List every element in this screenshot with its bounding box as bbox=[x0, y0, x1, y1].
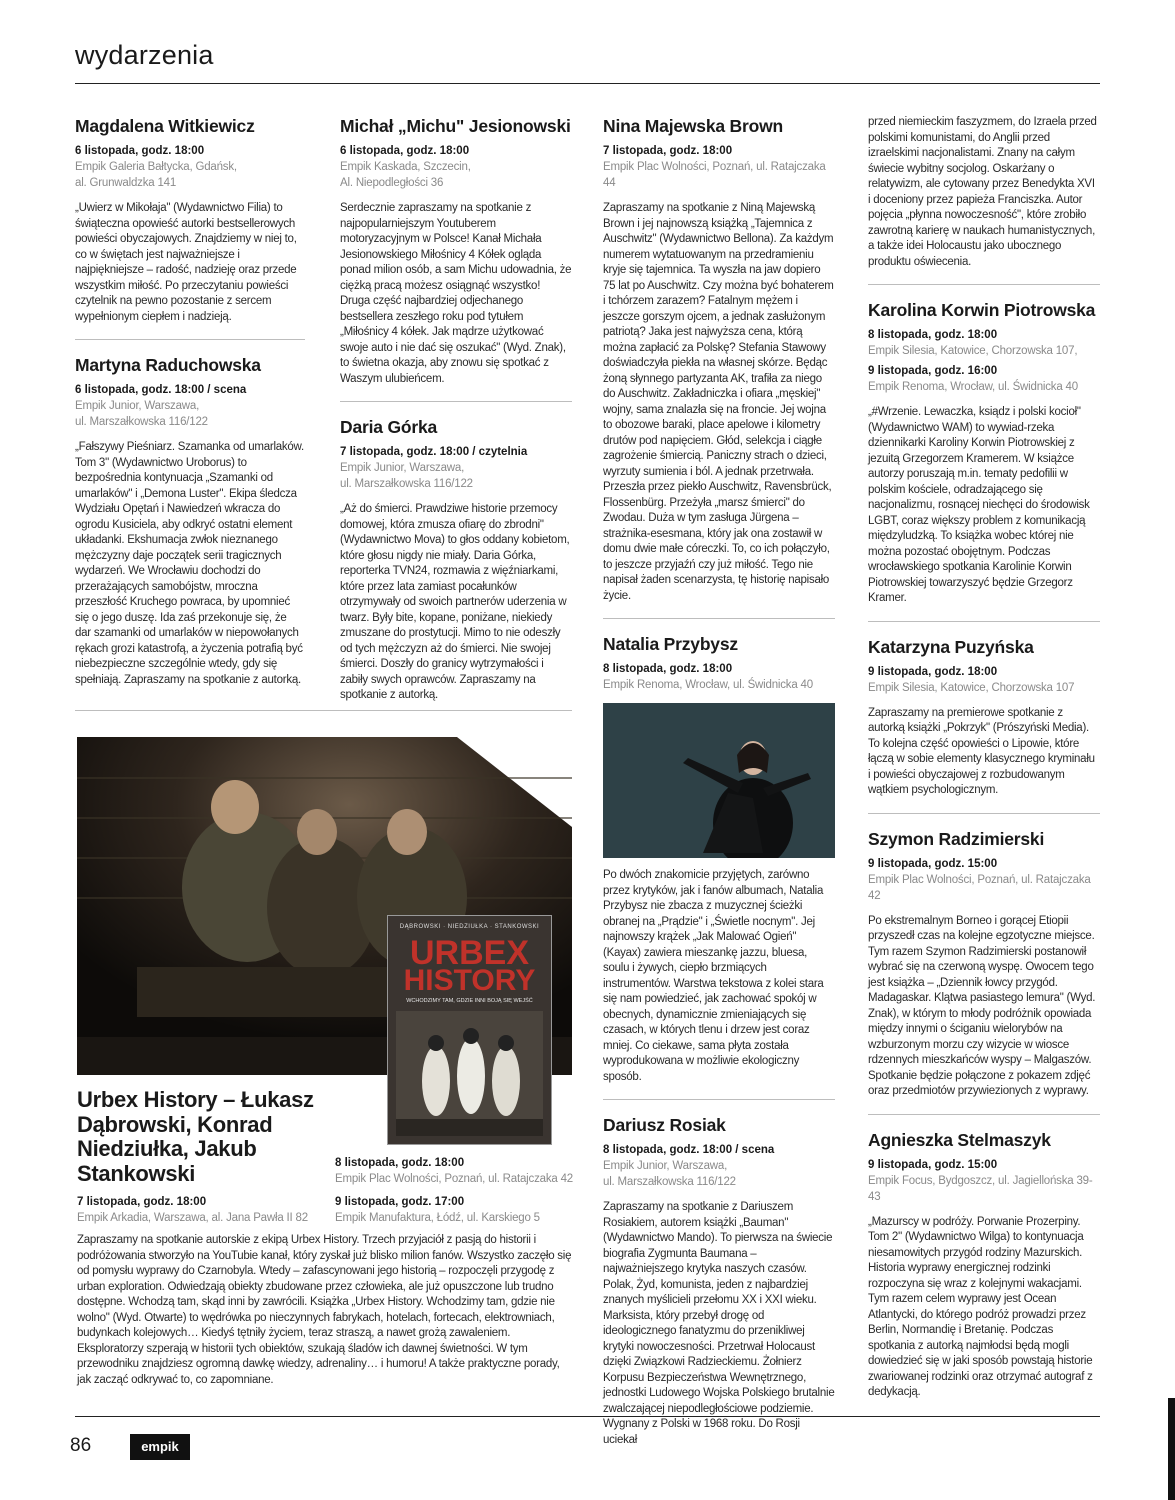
event-date: 7 listopada, godz. 18:00 bbox=[77, 1196, 207, 1208]
event-name: Agnieszka Stelmaszyk bbox=[868, 1129, 1051, 1150]
event-jesionowski bbox=[340, 115, 572, 387]
event-name: Katarzyna Puzyńska bbox=[868, 636, 1034, 657]
event-brown bbox=[603, 115, 835, 604]
divider bbox=[75, 339, 305, 340]
event-puzynska bbox=[868, 636, 1100, 799]
event-name: Dariusz Rosiak bbox=[603, 1115, 726, 1135]
event-description: Po dwóch znakomicie przyjętych, zarówno przez krytyków, jak i fanów albumach, Natalia Przybysz nie zbacza z muzycznej ścieżki obranej na „Prądzie" i „Świetle nocnym". Jej najnowszy krążek „Jak Malować Ogień" (Kayax) zawiera mieszankę jazzu, bluesa, soulu i żywych, ciepło brzmiących instrumentów. Warstwa tekstowa z kolei stara się nam powiedzieć, jak zachować spokój w obecnych, dynamicznie zmieniających się czasach, w których tlenu i drzew jest coraz mniej. Co ciekawe, sama płyta została wyprodukowana w możliwie ekologiczny sposób. bbox=[603, 869, 824, 1083]
event-name: Karolina Korwin Piotrowska bbox=[868, 300, 1096, 320]
rosiak-continued: przed niemieckim faszyzmem, do Izraela przed polskimi komunistami, do Anglii przed izraelskimi nacjonalistami. Znany na całym świecie wybitny socjolog. Oskarżany o relatywizm, ale cytowany przez Benedykta XVI i doceniony przez papieża Franciszka. Autor pojęcia „płynna nowoczesność", które zrobiło zawrotną karierę w naukach humanistycznych, a także idei Holocaustu jako ubocznego produktu oświecenia. bbox=[868, 116, 1097, 268]
divider bbox=[868, 1114, 1100, 1115]
event-date: 9 listopada, godz. 15:00 bbox=[868, 857, 998, 870]
event-name: Daria Górka bbox=[340, 417, 438, 437]
event-name: Szymon Radzimierski bbox=[868, 828, 1045, 849]
event-description: Zapraszamy na premierowe spotkanie z autorką książki „Pokrzyk" (Prószyński Media). To kolejna część opowieści o Lipowie, które łączą w sobie elementy klasycznego kryminału i powieści obyczajowej z rozbudowanym wątkiem psychologicznym. bbox=[868, 706, 1095, 796]
event-date: 8 listopada, godz. 18:00 / scena bbox=[603, 1144, 775, 1156]
event-name: Natalia Przybysz bbox=[603, 634, 738, 654]
event-place: Empik Manufaktura, Łódź, ul. Karskiego 5 bbox=[335, 1212, 540, 1224]
divider bbox=[603, 618, 835, 619]
urbex-date-1 bbox=[77, 1194, 332, 1226]
event-description: „Mazurscy w podróży. Porwanie Prozerpiny. Tom 2" (Wydawnictwo Wilga) to kontynuacja niesamowitych przygód rodziny Mazurskich. Historia wyprawy energicznej rodzinki rozpoczyna się wraz z kolejnymi wakacjami. Tym razem celem wyprawy jest Ocean Atlantycki, do którego podróż prowadzi przez Berlin, Normandię i Bretanię. Podczas spotkania z autorką najmłodsi będą mogli dowiedzieć się w jaki sposób powstają historie zwariowanej rodzinki oraz otrzymać autograf z dedykacją. bbox=[868, 1215, 1093, 1398]
event-place: Empik Arkadia, Warszawa, al. Jana Pawła II 82 bbox=[77, 1212, 308, 1224]
event-date: 6 listopada, godz. 18:00 bbox=[75, 145, 205, 157]
event-address: ul. Marszałkowska 116/122 bbox=[75, 416, 208, 428]
event-date: 8 listopada, godz. 18:00 bbox=[335, 1157, 465, 1169]
event-date: 7 listopada, godz. 18:00 bbox=[603, 145, 733, 157]
event-description: Po ekstremalnym Borneo i gorącej Etiopii przyszedł czas na kolejne egzotyczne miejsce. Tym razem Szymon Radzimierski postanowił wybrać się na czerwoną wyspę. Owocem tego jest książka – „Dziennik łowcy przygód. Madagaskar. Klątwa pasiastego lemura" (Wyd. Znak), w którym to młody podróżnik opowiada między innymi o ściganiu wielorybów na wzburzonym morzu czy wizycie w wiosce rdzennych mieszkańców wyspy – Malgaszów. Spotkanie będzie połączone z pokazem zdjęć oraz przedmiotów przywiezionych z wyprawy. bbox=[868, 914, 1096, 1097]
event-place: Empik Kaskada, Szczecin, bbox=[340, 161, 471, 173]
event-description: Zapraszamy na spotkanie z Niną Majewską Brown i jej najnowszą książką „Tajemnica z Auschwitz" (Wydawnictwo Bellona). Za każdym numerem wytatuowanym na przedramieniu kryje się tajemnica. Ta wyszła na jaw dopiero 75 lat po Auschwitz. Czy można być bohaterem i tchórzem zarazem? Fatalnym mężem i jeszcze gorszym ojcem, a jednak zasłużonym patriotą? Jaka jest najwyższa cena, którą można zapłacić za Polskę? Stefania Stawowy doświadczyła piekła na własnej skórze. Będąc żoną słynnego partyzanta AK, trafiła za niego do Auschwitz. Zakładniczka i ofiara „męskiej" wojny, sama znalazła się na froncie. Jej wojna to obozowe baraki, place apelowe i kilometry drutów pod napięciem. Głód, selekcja i ciągłe zagrożenie śmiercią. Paniczny strach o dzieci, wyrzuty sumienia i ból. A jednak przetrwała. Przeszła przez piekło Auschwitz, Ravensbrück, Flossenbürg. Przeżyła „marsz śmierci" do Zwodau. Duża w tym zasługa Jürgena – strażnika-esesmana, który jak ona zostawił w domu dwie małe córeczki. To, co ich połączyło, to jeszcze przyjaźń czy już miłość. Tego nie napisał żaden scenarzysta, tę historię napisało życie. bbox=[603, 202, 834, 602]
book-authors: DĄBROWSKI · NIEDZIUŁKA · STANKOWSKI bbox=[399, 924, 540, 930]
divider bbox=[868, 621, 1100, 622]
book-cover-figures-image bbox=[396, 1011, 543, 1136]
event-address: ul. Marszałkowska 116/122 bbox=[340, 478, 473, 490]
event-address: al. Grunwaldzka 141 bbox=[75, 177, 177, 189]
event-rosiak bbox=[603, 1114, 835, 1448]
event-place: Empik Plac Wolności, Poznań, ul. Ratajczaka 42 bbox=[868, 873, 1091, 902]
page-edge-tab bbox=[1168, 1398, 1175, 1500]
section-title: wydarzenia bbox=[75, 40, 214, 70]
event-place: Empik Junior, Warszawa, bbox=[340, 462, 465, 474]
book-title-line1: URBEX bbox=[409, 934, 530, 972]
event-stelmaszyk bbox=[868, 1129, 1100, 1401]
event-description: „Uwierz w Mikołaja" (Wydawnictwo Filia) to świąteczna opowieść autorki bestsellerowych powieści obyczajowych. Znajdziemy w niej to, co w świętach jest najważniejsze i najpiękniejsze – radość, nadzieję oraz przede wszystkim miłość. Po przeczytaniu powieści czytelnik na pewno pozostanie z sercem wypełnionym ciepłem i nadzieją. bbox=[75, 202, 297, 323]
event-address: ul. Marszałkowska 116/122 bbox=[603, 1176, 736, 1188]
urbex-date-2 bbox=[335, 1155, 575, 1187]
event-place: Empik Junior, Warszawa, bbox=[75, 400, 200, 412]
event-date: 9 listopada, godz. 17:00 bbox=[335, 1196, 465, 1208]
divider bbox=[868, 813, 1100, 814]
event-date: 9 listopada, godz. 18:00 bbox=[868, 665, 998, 678]
event-place: Empik Silesia, Katowice, Chorzowska 107, bbox=[868, 345, 1078, 357]
event-place: Empik Galeria Bałtycka, Gdańsk, bbox=[75, 161, 237, 173]
divider bbox=[868, 284, 1100, 285]
event-place: Empik Focus, Bydgoszcz, ul. Jagiellońska 39-43 bbox=[868, 1174, 1093, 1203]
column-4 bbox=[868, 115, 1100, 1401]
event-description: Zapraszamy na spotkanie z Dariuszem Rosiakiem, autorem książki „Bauman" (Wydawnictwo Mando). To pierwsza na świecie biografia Zygmunta Baumana – najważniejszego krytyka naszych czasów. Polak, Żyd, komunista, jeden z najbardziej znanych myślicieli przełomu XX i XXI wieku. Marksista, który przebył drogę od ideologicznego fanatyzmu do przenikliwej krytyki nowoczesności. Przetrwał Holocaust dzięki Związkowi Radzieckiemu. Żołnierz Korpusu Bezpieczeństwa Wewnętrznego, jednostki Ludowego Wojska Polskiego brutalnie zwalczającej niepodległościowe podziemie. Wygnany z Polski w 1968 roku. Do Rosji uciekał bbox=[603, 1201, 835, 1446]
event-address: Al. Niepodległości 36 bbox=[340, 177, 444, 189]
event-place: Empik Renoma, Wrocław, ul. Świdnicka 40 bbox=[603, 679, 813, 691]
footer-rule bbox=[75, 1416, 1100, 1417]
przybysz-photo bbox=[603, 703, 835, 858]
divider bbox=[340, 401, 572, 402]
event-przybysz bbox=[603, 633, 835, 1085]
column-2 bbox=[340, 115, 572, 704]
urbex-book-cover bbox=[387, 915, 552, 1145]
event-place: Empik Silesia, Katowice, Chorzowska 107 bbox=[868, 681, 1075, 694]
urbex-date-3 bbox=[335, 1194, 575, 1226]
event-name: Michał „Michu" Jesionowski bbox=[340, 116, 571, 136]
singer-photo-image bbox=[603, 703, 835, 858]
event-raduchowska bbox=[75, 354, 305, 688]
urbex-title: Urbex History – Łukasz Dąbrowski, Konrad Niedziułka, Jakub Stankowski bbox=[77, 1087, 314, 1186]
event-date: 7 listopada, godz. 18:00 / czytelnia bbox=[340, 446, 528, 458]
divider bbox=[75, 710, 572, 711]
event-place: Empik Junior, Warszawa, bbox=[603, 1160, 728, 1172]
column-1 bbox=[75, 115, 305, 688]
event-place: Empik Plac Wolności, Poznań, ul. Ratajczaka 44 bbox=[603, 161, 826, 189]
event-date: 8 listopada, godz. 18:00 bbox=[603, 663, 733, 675]
event-date: 6 listopada, godz. 18:00 / scena bbox=[75, 384, 247, 396]
header-rule bbox=[75, 83, 1100, 84]
page-number: 86 bbox=[70, 1435, 92, 1456]
event-name: Magdalena Witkiewicz bbox=[75, 116, 255, 136]
event-description: „#Wrzenie. Lewaczka, ksiądz i polski kocioł" (Wydawnictwo WAM) to wywiad-rzeka dziennikarki Karoliny Korwin Piotrowskiej z jezuitą Grzegorzem Kramerem. W książce autorzy poruszają m.in. tematy pedofilii w polskim kościele, odradzającego się nacjonalizmu, rosnącej niechęci do środowisk LGBT, coraz większy problem z komunikacją międzyludzką. To książka wobec której nie można pozostać obojętnym. Podczas wrocławskiego spotkania Karolinie Korwin Piotrowskiej towarzyszyć będzie Grzegorz Kramer. bbox=[868, 406, 1090, 604]
event-gorka bbox=[340, 416, 572, 704]
book-subtitle: WCHODZIMY TAM, GDZIE INNI BOJĄ SIĘ WEJŚĆ bbox=[406, 998, 533, 1004]
event-place: Empik Plac Wolności, Poznań, ul. Ratajczaka 42 bbox=[335, 1173, 573, 1185]
event-date: 8 listopada, godz. 18:00 bbox=[868, 329, 998, 341]
divider bbox=[603, 1099, 835, 1100]
event-place: Empik Renoma, Wrocław, ul. Świdnicka 40 bbox=[868, 381, 1078, 393]
event-name: Martyna Raduchowska bbox=[75, 355, 261, 375]
event-radzimierski bbox=[868, 828, 1100, 1100]
event-date: 6 listopada, godz. 18:00 bbox=[340, 145, 470, 157]
event-description: Serdecznie zapraszamy na spotkanie z najpopularniejszym Youtuberem motoryzacyjnym w Polsce! Kanał Michała Jesionowskiego Miłośnicy 4 Kółek ogląda ponad milion osób, a sam Michu udowadnia, że ciężką pracą możesz osiągnąć wszystko! Druga część najbardziej odjechanego bestsellera zeszłego roku pod tytułem „Miłośnicy 4 kółek. Jak mądrze użytkować swoje auto i nie dać się oszukać" (Wyd. Znak), to świetna okazja, aby znowu się spotkać z Waszym ulubieńcem. bbox=[340, 202, 572, 385]
event-description: „Fałszywy Pieśniarz. Szamanka od umarlaków. Tom 3" (Wydawnictwo Uroborus) to bezpośrednia kontynuacja „Szamanki od umarlaków" i „Demona Luster". Ekipa śledcza Wydziału Opętań i Nawiedzeń wkracza do ogrodu Kusiciela, aby odkryć ostatni element układanki. Ekshumacja zwłok nieznanego mężczyzny daje początek serii tragicznych wydarzeń. We Wrocławiu dochodzi do przerażających samobójstw, mroczna przeszłość Kruchego powraca, by upomnieć się o jego duszę. Ida zaś przekonuje się, że dar szamanki od umarlaków w niepowołanych rękach grozi katastrofą, a życzenia potrafią być niebezpieczne szczególnie wtedy, gdy się spełniają. Zapraszamy na spotkanie z autorką. bbox=[75, 441, 304, 686]
book-title-line2: HISTORY bbox=[403, 964, 536, 997]
event-name: Nina Majewska Brown bbox=[603, 116, 784, 136]
column-3 bbox=[603, 115, 835, 1448]
event-date: 9 listopada, godz. 16:00 bbox=[868, 365, 998, 377]
event-witkiewicz bbox=[75, 115, 305, 325]
urbex-description: Zapraszamy na spotkanie autorskie z ekipą Urbex History. Trzech przyjaciół z pasją do historii i podróżowania stworzyło na YouTubie kanał, który zyskał już blisko milion fanów. Wszystko zaczęło się od pomysłu wyprawy do Czarnobyla. Wtedy – zafascynowani jego historią – rozpoczęli przygodę z urban exploration. Odwiedzają obiekty zbudowane przez człowieka, ale już opuszczone lub trudno dostępne. Wchodzą tam, skąd inni by zawrócili. Książka „Urbex History. Wchodzimy tam, gdzie nie wolno" (Wyd. Otwarte) to wędrówka po nieczynnych fabrykach, hotelach, fortecach, elektrowniach, budynkach kolejowych… Kiedyś tętniły życiem, teraz straszą, a nawet grożą zawaleniem. Eksploratorzy szperają w historii tych obiektów, szukają śladów ich dawnej świetności. W tym przewodniku znajdziesz ogromną dawkę wiedzy, adrenaliny… i humoru! A także praktyczne porady, jak zacząć odkrywać to, co zapomniane. bbox=[77, 1234, 572, 1386]
event-date: 9 listopada, godz. 15:00 bbox=[868, 1158, 998, 1171]
event-piotrowska bbox=[868, 299, 1100, 607]
event-description: „Aż do śmierci. Prawdziwe historie przemocy domowej, która zmusza ofiarę do zbrodni" (Wydawnictwo Mova) to głos oddany kobietom, które głosu nigdy nie miały. Daria Górka, reporterka TVN24, rozmawia z więźniarkami, które przez lata zamiast pocałunków otrzymywały od swoich partnerów uderzenia w twarz. Były bite, kopane, poniżane, niekiedy zmuszane do prostytucji. Mimo to nie odeszły od tych mężczyzn aż do śmierci. Nie swojej śmierci. Doszły do granicy wytrzymałości i zabiły swych oprawców. Zapraszamy na spotkanie z autorką. bbox=[340, 503, 570, 701]
empik-logo: empik bbox=[130, 1434, 190, 1460]
